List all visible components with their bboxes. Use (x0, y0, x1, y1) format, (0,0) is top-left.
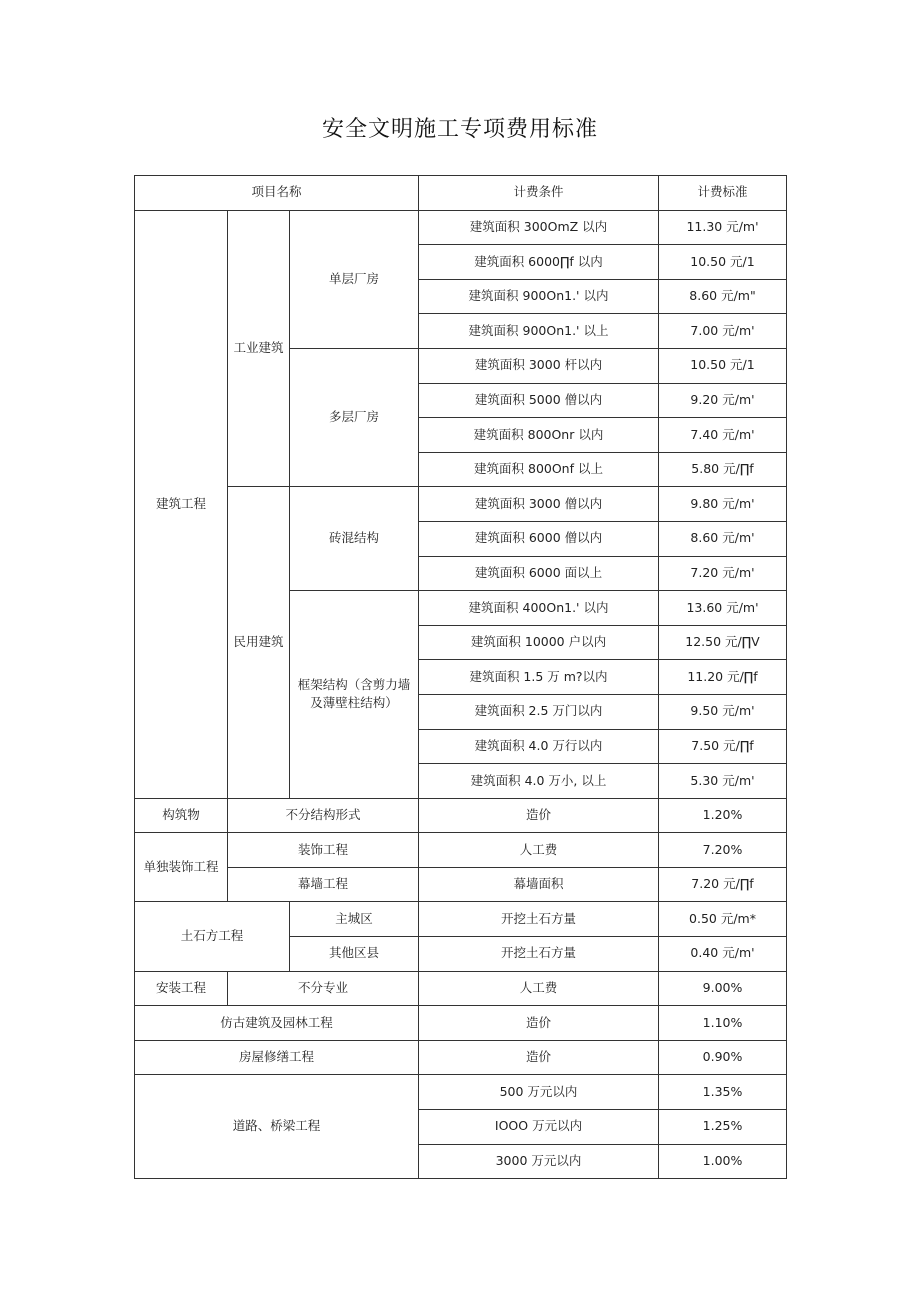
table-row (135, 902, 787, 937)
category-install: 安装工程 (135, 971, 228, 1006)
fee-standard-table (134, 175, 787, 1179)
condition-cell: 开挖土石方量 (419, 902, 659, 937)
table-row (135, 867, 787, 902)
condition-cell: 造价 (419, 1006, 659, 1041)
condition-cell: 建筑面积 6000∏f 以内 (419, 245, 659, 280)
header-standard: 计费标准 (659, 176, 787, 211)
category-ancient-garden: 仿古建筑及园林工程 (135, 1006, 419, 1041)
condition-cell: 开挖土石方量 (419, 937, 659, 972)
condition-cell: 建筑面积 3000 杆以内 (419, 348, 659, 383)
standard-cell: 1.35% (659, 1075, 787, 1110)
table-row (135, 1075, 787, 1110)
standard-cell: 11.30 元∕m' (659, 210, 787, 245)
category-earthwork: 土石方工程 (135, 902, 290, 971)
condition-cell: 建筑面积 900On1.' 以内 (419, 279, 659, 314)
standard-cell: 0.90% (659, 1040, 787, 1075)
condition-cell: 造价 (419, 798, 659, 833)
earthwork-sub: 其他区县 (290, 937, 419, 972)
table-row (135, 798, 787, 833)
condition-cell: 建筑面积 6000 僧以内 (419, 521, 659, 556)
install-sub: 不分专业 (228, 971, 419, 1006)
standard-cell: 7.40 元∕m' (659, 418, 787, 453)
condition-cell: 建筑面积 4.0 万小, 以上 (419, 764, 659, 799)
standard-cell: 8.60 元∕m" (659, 279, 787, 314)
table-row (135, 1040, 787, 1075)
standard-cell: 9.80 元∕m' (659, 487, 787, 522)
table-row (135, 971, 787, 1006)
frame-label-line1: 框架结构（含剪力墙 (297, 676, 411, 692)
condition-cell: 建筑面积 1.5 万 m?以内 (419, 660, 659, 695)
condition-cell: 500 万元以内 (419, 1075, 659, 1110)
standard-cell: 10.50 元∕1 (659, 348, 787, 383)
condition-cell: 幕墙面积 (419, 867, 659, 902)
structure-sub: 不分结构形式 (228, 798, 419, 833)
standard-cell: 7.20% (659, 833, 787, 868)
standard-cell: 9.50 元∕m' (659, 694, 787, 729)
type-brick-concrete: 砖混结构 (290, 487, 419, 591)
standard-cell: 10.50 元∕1 (659, 245, 787, 280)
standard-cell: 5.30 元∕m' (659, 764, 787, 799)
standard-cell: 8.60 元∕m' (659, 521, 787, 556)
condition-cell: 建筑面积 300OmZ 以内 (419, 210, 659, 245)
standard-cell: 0.50 元∕m* (659, 902, 787, 937)
condition-cell: 建筑面积 900On1.' 以上 (419, 314, 659, 349)
type-multi-storey: 多层厂房 (290, 348, 419, 486)
subcategory-industrial: 工业建筑 (228, 210, 290, 487)
standard-cell: 11.20 元∕∏f (659, 660, 787, 695)
standard-cell: 7.20 元∕m' (659, 556, 787, 591)
condition-cell: 造价 (419, 1040, 659, 1075)
decoration-sub: 装饰工程 (228, 833, 419, 868)
condition-cell: 人工费 (419, 971, 659, 1006)
table-header-row (135, 176, 787, 211)
condition-cell: 建筑面积 400On1.' 以内 (419, 591, 659, 626)
condition-cell: 人工费 (419, 833, 659, 868)
condition-cell: 建筑面积 5000 僧以内 (419, 383, 659, 418)
condition-cell: 建筑面积 10000 户以内 (419, 625, 659, 660)
decoration-sub: 幕墙工程 (228, 867, 419, 902)
earthwork-sub: 主城区 (290, 902, 419, 937)
type-single-storey: 单层厂房 (290, 210, 419, 348)
standard-cell: 1.10% (659, 1006, 787, 1041)
standard-cell: 7.20 元∕∏f (659, 867, 787, 902)
table-row (135, 833, 787, 868)
condition-cell: 3000 万元以内 (419, 1144, 659, 1179)
standard-cell: 7.50 元∕∏f (659, 729, 787, 764)
category-structure: 构筑物 (135, 798, 228, 833)
condition-cell: 建筑面积 800Onr 以内 (419, 418, 659, 453)
header-condition: 计费条件 (419, 176, 659, 211)
standard-cell: 7.00 元∕m' (659, 314, 787, 349)
type-frame-structure (290, 591, 419, 799)
category-road-bridge: 道路、桥梁工程 (135, 1075, 419, 1179)
condition-cell: 建筑面积 3000 僧以内 (419, 487, 659, 522)
subcategory-civil: 民用建筑 (228, 487, 290, 798)
condition-cell: 建筑面积 2.5 万门以内 (419, 694, 659, 729)
standard-cell: 9.20 元∕m' (659, 383, 787, 418)
standard-cell: 13.60 元∕m' (659, 591, 787, 626)
table-row (135, 487, 787, 522)
page-title: 安全文明施工专项费用标准 (321, 117, 598, 142)
category-decoration: 单独装饰工程 (135, 833, 228, 902)
standard-cell: 0.40 元/m' (659, 937, 787, 972)
category-building: 建筑工程 (135, 210, 228, 798)
frame-label-line2: 及薄壁柱结构） (310, 695, 398, 711)
standard-cell: 5.80 元∕∏f (659, 452, 787, 487)
condition-cell: 建筑面积 6000 面以上 (419, 556, 659, 591)
standard-cell: 1.25% (659, 1110, 787, 1145)
standard-cell: 1.00% (659, 1144, 787, 1179)
standard-cell: 9.00% (659, 971, 787, 1006)
table-row (135, 1006, 787, 1041)
condition-cell: 建筑面积 4.0 万行以内 (419, 729, 659, 764)
header-project-name: 项目名称 (135, 176, 419, 211)
table-row (135, 210, 787, 245)
condition-cell: IOOO 万元以内 (419, 1110, 659, 1145)
category-repair: 房屋修缮工程 (135, 1040, 419, 1075)
standard-cell: 12.50 元∕∏V (659, 625, 787, 660)
condition-cell: 建筑面积 800Onf 以上 (419, 452, 659, 487)
standard-cell: 1.20% (659, 798, 787, 833)
